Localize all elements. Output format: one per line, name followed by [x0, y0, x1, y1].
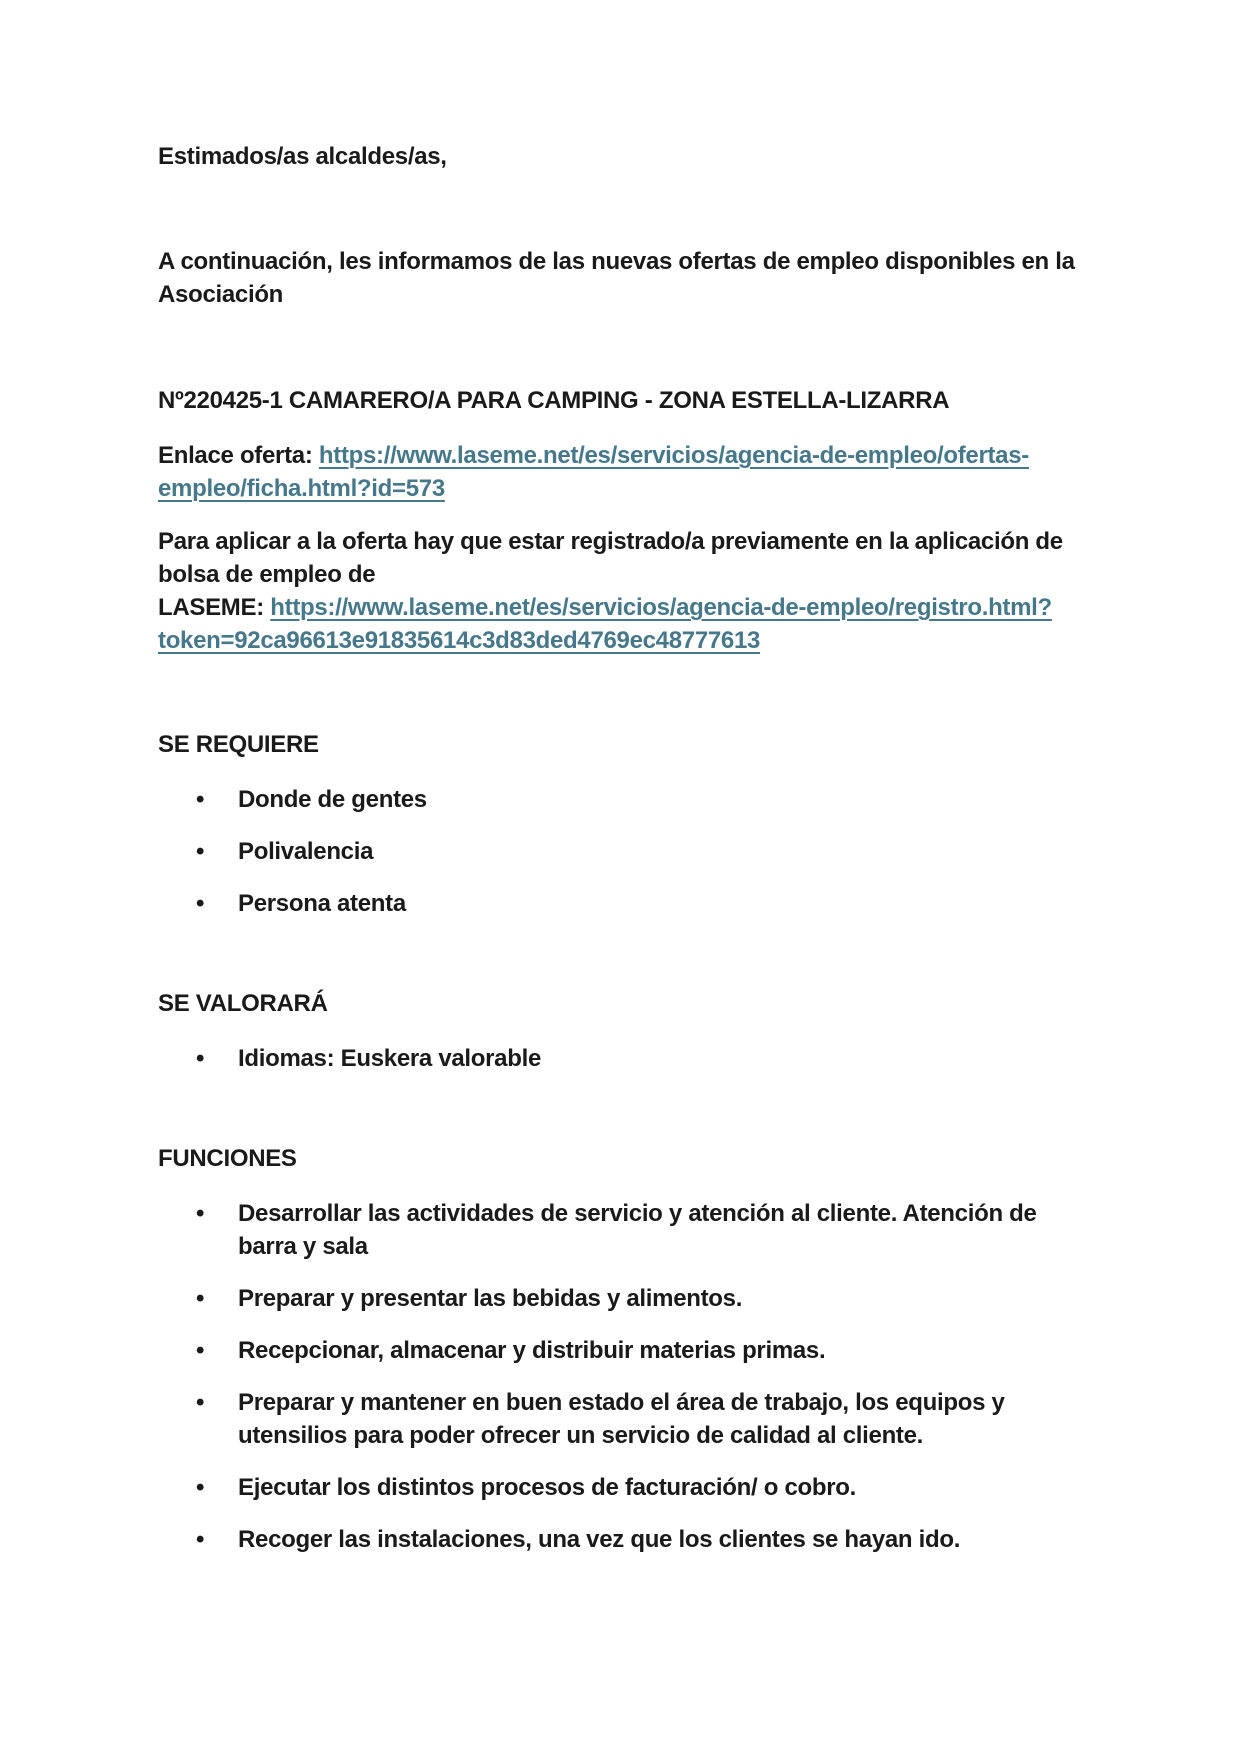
- register-link[interactable]: https://www.laseme.net/es/servicios/agencia-de-empleo/registro.html?token=92ca96613e91835614c3d83ded4769ec48777613: [158, 594, 1052, 654]
- register-link-label: LASEME:: [158, 594, 271, 621]
- list-item: • Idiomas: Euskera valorable: [238, 1042, 1086, 1075]
- offer-link-label: Enlace oferta:: [158, 442, 319, 469]
- list-item: • Preparar y presentar las bebidas y alimentos.: [238, 1282, 1086, 1315]
- offer-link-paragraph: [158, 439, 1086, 505]
- list-item: • Persona atenta: [238, 887, 1086, 920]
- section-heading-se-requiere: SE REQUIERE: [158, 731, 319, 758]
- apply-instructions-text: Para aplicar a la oferta hay que estar registrado/a previamente en la aplicación de bolsa de empleo de: [158, 528, 1063, 588]
- section-heading-se-valorara: SE VALORARÁ: [158, 990, 328, 1017]
- section-heading-funciones: FUNCIONES: [158, 1145, 297, 1172]
- apply-instructions-paragraph: [158, 525, 1086, 657]
- greeting-line: Estimados/as alcaldes/as,: [158, 143, 447, 170]
- valued-list: [158, 1042, 1086, 1075]
- list-item: • Recoger las instalaciones, una vez que los clientes se hayan ido.: [238, 1523, 1086, 1556]
- job-offer-title: Nº220425-1 CAMARERO/A PARA CAMPING - ZONA ESTELLA-LIZARRA: [158, 387, 950, 414]
- list-item: • Recepcionar, almacenar y distribuir materias primas.: [238, 1334, 1086, 1367]
- list-item: • Donde de gentes: [238, 783, 1086, 816]
- list-item: • Polivalencia: [238, 835, 1086, 868]
- list-item: • Preparar y mantener en buen estado el área de trabajo, los equipos y utensilios para poder ofrecer un servicio de calidad al cliente.: [238, 1386, 1086, 1452]
- list-item: • Desarrollar las actividades de servicio y atención al cliente. Atención de barra y sala: [238, 1197, 1086, 1263]
- list-item: • Ejecutar los distintos procesos de facturación/ o cobro.: [238, 1471, 1086, 1504]
- offer-link[interactable]: https://www.laseme.net/es/servicios/agencia-de-empleo/ofertas-empleo/ficha.html?id=573: [158, 442, 1029, 502]
- requirements-list: [158, 783, 1086, 920]
- functions-list: [158, 1197, 1086, 1556]
- intro-paragraph: A continuación, les informamos de las nuevas ofertas de empleo disponibles en la Asociación: [158, 248, 1075, 308]
